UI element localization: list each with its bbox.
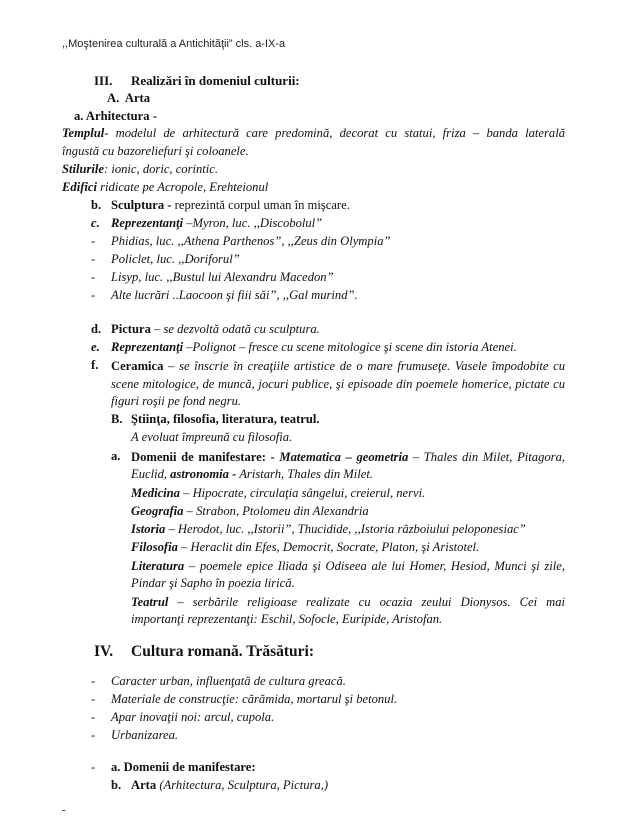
term: Reprezentanţi <box>111 340 184 354</box>
term: Stilurile <box>62 162 104 176</box>
term: Edifici <box>62 180 97 194</box>
domenii-roman-line <box>91 760 256 775</box>
templul-line1 <box>62 124 565 142</box>
edifici-line <box>62 180 268 195</box>
definition: ridicate pe Acropole, Erehteionul <box>96 180 269 194</box>
bullet: - <box>91 710 96 724</box>
list-item <box>91 710 274 725</box>
field-line <box>131 522 526 537</box>
text: Euclid, <box>131 467 171 481</box>
domenii-line2 <box>131 467 373 482</box>
item-text: Alte lucrări ..Laocoon şi fiii săi”, ,,Gal murind”. <box>111 288 358 302</box>
sculptura-line <box>91 198 350 213</box>
term: Sculptura - <box>111 198 172 212</box>
stiinta-sub: A evoluat împreună cu filosofia. <box>131 430 293 444</box>
subsection-title: Arta <box>124 91 151 105</box>
term: Ceramica <box>111 359 164 373</box>
definition: – se înscrie în creaţiile artistice de o mare frumuseţe. Vasele împodobite cu <box>163 359 565 373</box>
text: Aristarh, Thales din Milet. <box>236 467 373 481</box>
field: astronomia - <box>170 467 237 481</box>
dash: - <box>265 450 280 464</box>
bullet: - <box>91 692 96 706</box>
stiinta-heading <box>111 412 320 427</box>
bullet: - <box>91 234 96 248</box>
marker: c. <box>91 216 100 230</box>
literatura-line2: Pindar şi Sapho în poezia lirică. <box>131 576 295 590</box>
reprezentanti-c-line <box>91 216 322 231</box>
field-line <box>131 486 425 501</box>
bullet: - <box>91 674 96 688</box>
field: Matematica – geometria <box>279 450 409 464</box>
marker: e. <box>91 340 100 354</box>
bullet: - <box>91 288 96 302</box>
term: Templul <box>62 126 105 140</box>
field: Istoria <box>131 522 166 536</box>
title: a. Domenii de manifestare: <box>111 760 256 774</box>
definition: –Polignot – fresce cu scene mitologice şi scene din istoria Atenei. <box>183 340 517 354</box>
definition: (Arhitectura, Sculptura, Pictura,) <box>156 778 329 792</box>
section-4-title: Cultura romană. Trăsături: <box>131 643 314 660</box>
list-item <box>91 234 391 249</box>
definition: – serbările religioase realizate cu ocazia zeului Dionysos. Cei mai <box>168 595 565 609</box>
bullet: - <box>91 728 96 742</box>
definition: – se dezvoltă odată cu sculptura. <box>150 322 320 336</box>
item-text: Urbanizarea. <box>111 728 179 742</box>
subsection-a-arta <box>107 91 150 106</box>
definition: : ionic, doric, corintic. <box>104 162 219 176</box>
item-text: Phidias, luc. ,,Athena Parthenos”, ,,Zeus din Olympia” <box>111 234 391 248</box>
pictura-line <box>91 322 320 337</box>
marker: B. <box>111 412 123 426</box>
list-item <box>91 270 334 285</box>
item-text: Lisyp, luc. ,,Bustul lui Alexandru Macedon” <box>111 270 334 284</box>
definition: – Thales din Milet, Pitagora, <box>408 450 566 464</box>
marker: d. <box>91 322 102 336</box>
list-item <box>91 288 358 303</box>
bullet: - <box>91 252 96 266</box>
term: Arta <box>131 778 157 792</box>
list-item <box>91 252 240 267</box>
list-item <box>91 692 397 707</box>
field: Medicina <box>131 486 180 500</box>
definition: - modelul de arhitectură care predomină, decorat cu statui, friza – banda laterală <box>104 126 565 140</box>
marker: b. <box>91 198 102 212</box>
title: Ştiinţa, filosofia, literatura, teatrul. <box>131 412 320 426</box>
domenii-marker: a. <box>111 449 121 463</box>
section-3-number: III. <box>94 73 113 88</box>
definition: – Strabon, Ptolomeu din Alexandria <box>183 504 369 518</box>
list-item <box>91 674 346 689</box>
field: Literatura <box>131 559 185 573</box>
templul-line2: îngustă cu bazoreliefuri şi coloanele. <box>62 144 249 158</box>
definition: reprezintă corpul uman în mişcare. <box>171 198 350 212</box>
ceramica-line3: figuri roşii pe fond negru. <box>111 394 242 408</box>
item-text: Materiale de construcţie: cărămida, mortarul şi betonul. <box>111 692 398 706</box>
bullet: - <box>91 270 96 284</box>
ceramica-line2: scene mitologice, de muncă, jocuri publice, şi episoade din poemele homerice, pictate cu <box>111 377 565 391</box>
term: Reprezentanţi <box>111 216 184 230</box>
reprezentanti-e-line <box>91 340 517 355</box>
field: Teatrul <box>131 595 169 609</box>
section-4-number: IV. <box>94 643 114 660</box>
term: Domenii de manifestare: <box>131 450 266 464</box>
page-footer: - <box>62 804 66 816</box>
item-text: Caracter urban, influenţată de cultura greacă. <box>111 674 346 688</box>
section-3-title: Realizări în domeniul culturii: <box>131 73 300 88</box>
item-text: Apar inovaţii noi: arcul, cupola. <box>111 710 275 724</box>
field-line <box>131 504 369 519</box>
field: Filosofia <box>131 540 178 554</box>
term: Pictura <box>111 322 151 336</box>
definition: – Hipocrate, circulaţia sângelui, creierul, nervi. <box>179 486 426 500</box>
section-3-heading <box>94 73 112 88</box>
marker: b. <box>111 778 122 792</box>
definition: –Myron, luc. ,,Discobolul” <box>183 216 323 230</box>
definition: – Heraclit din Efes, Democrit, Socrate, Platon, şi Aristotel. <box>177 540 480 554</box>
bullet: - <box>91 760 96 774</box>
list-item <box>91 728 178 743</box>
item-text: Policlet, luc. ,,Doriforul” <box>111 252 240 266</box>
definition: – poemele epice Iliada şi Odiseea ale lui Homer, Hesiod, Munci şi zile, <box>184 559 565 573</box>
literatura-line1 <box>131 557 565 575</box>
domenii-line1 <box>131 448 565 466</box>
teatrul-line1 <box>131 593 565 611</box>
definition: – Herodot, luc. ,,Istorii”, Thucidide, ,,Istoria războiului peloponesiac” <box>165 522 526 536</box>
arhitectura-heading: a. Arhitectura - <box>74 109 157 123</box>
teatrul-line2: importanţi reprezentanţi: Eschil, Sofocle, Euripide, Aristofan. <box>131 612 443 626</box>
stilurile-line <box>62 162 218 177</box>
field-line <box>131 540 479 555</box>
arta-roman-line <box>111 778 328 793</box>
page-header: ,,Moştenirea culturală a Antichităţii” cls. a-IX-a <box>62 38 286 50</box>
ceramica-marker: f. <box>91 358 99 372</box>
ceramica-line1 <box>111 357 565 375</box>
field: Geografia <box>131 504 184 518</box>
marker: A. <box>107 91 120 105</box>
